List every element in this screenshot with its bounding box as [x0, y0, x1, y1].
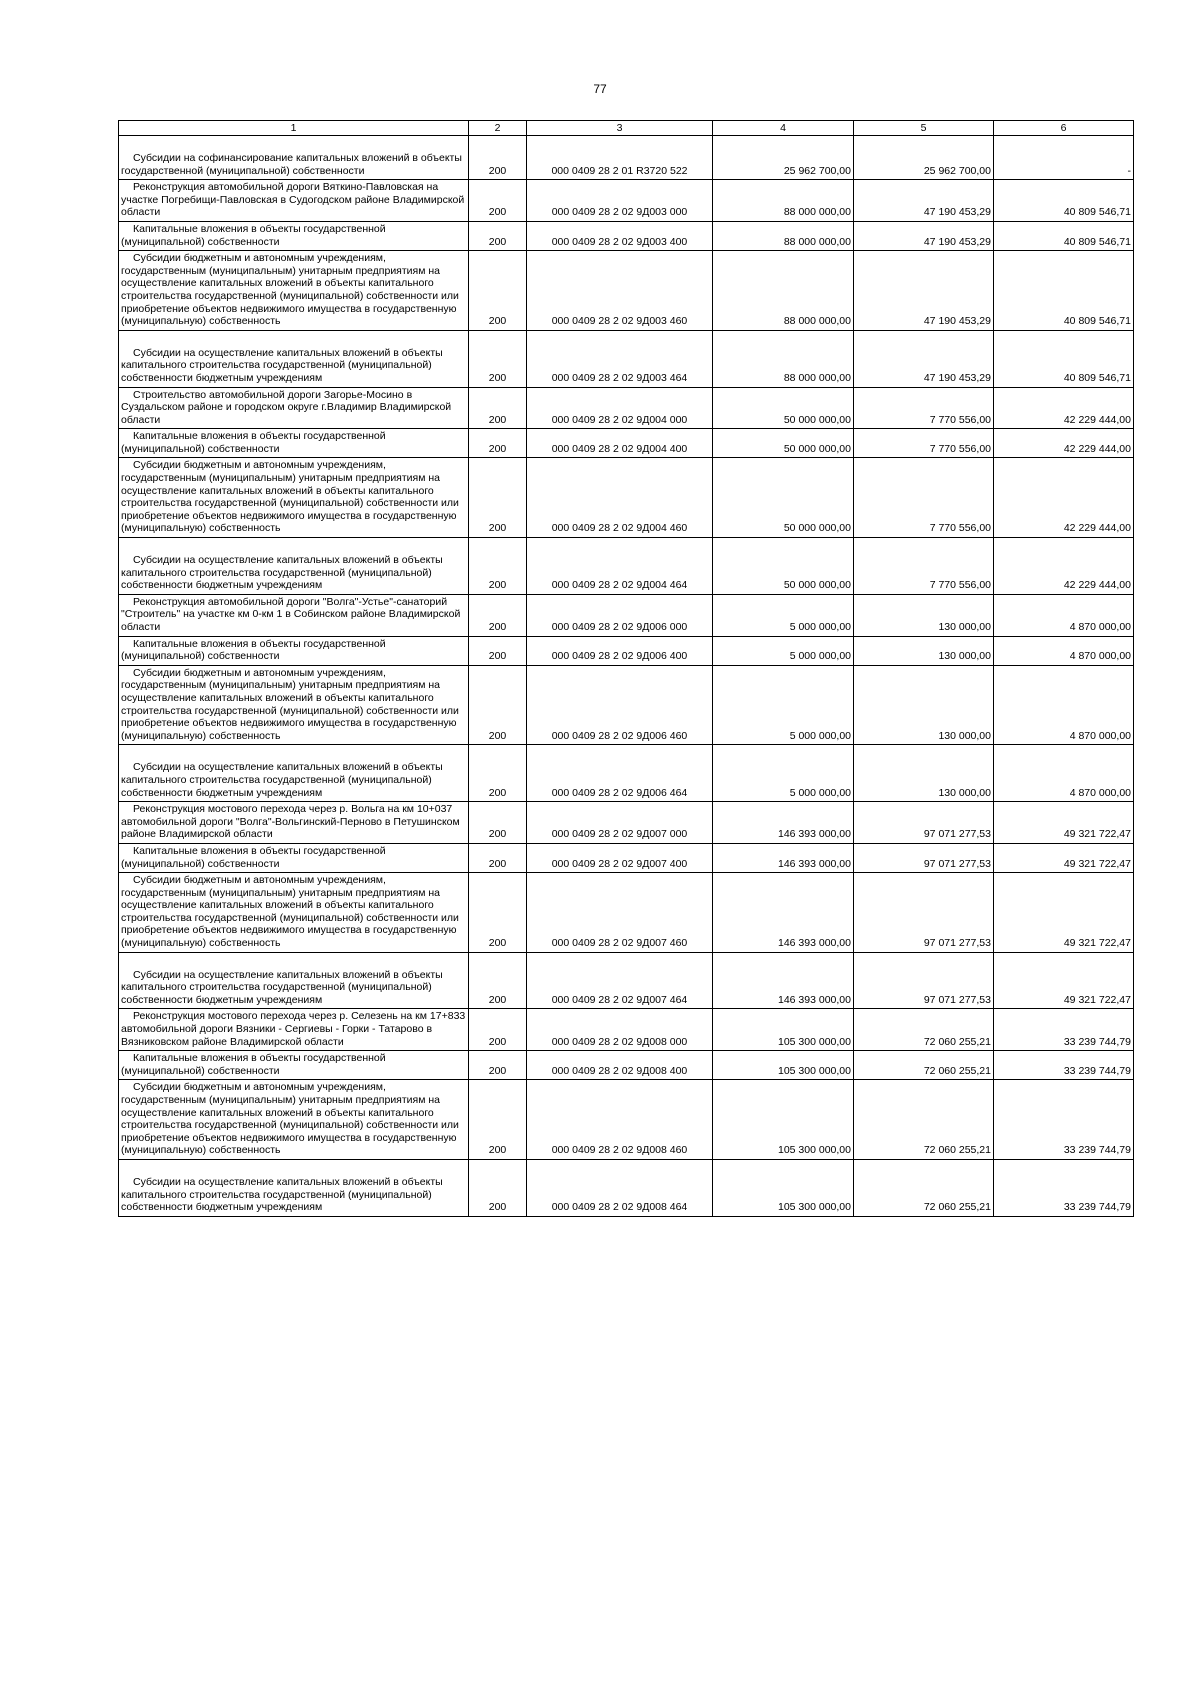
row-col4-cell: 105 300 000,00 — [713, 1051, 854, 1080]
row-col4-cell: 50 000 000,00 — [713, 538, 854, 595]
table-row — [119, 594, 1134, 636]
row-gr-cell: 200 — [469, 665, 527, 745]
row-code-cell: 000 0409 28 2 01 R3720 522 — [527, 136, 713, 180]
row-name-cell — [119, 843, 469, 872]
row-name-text: Строительство автомобильной дороги Загорье-Мосино в Суздальском районе и городском округе г.Владимир Владимирской области — [121, 388, 452, 426]
row-name-text: Капитальные вложения в объекты государственной (муниципальной) собственности — [121, 637, 386, 663]
row-name-text: Субсидии на софинансирование капитальных вложений в объекты государственной (муниципальной) собственности — [121, 152, 462, 177]
row-name-cell — [119, 251, 469, 331]
row-col5-cell: 72 060 255,21 — [854, 1009, 994, 1051]
row-name-text: Субсидии на осуществление капитальных вложений в объекты капитального строительства государственной (муниципальной) собственности бюджетным учреждениям — [121, 346, 443, 384]
row-col4-cell: 50 000 000,00 — [713, 387, 854, 429]
header-row — [119, 121, 1134, 136]
row-col6-cell: 42 229 444,00 — [994, 387, 1134, 429]
row-gr-cell: 200 — [469, 1159, 527, 1216]
row-gr-cell: 200 — [469, 745, 527, 802]
table-row — [119, 745, 1134, 802]
row-col6-cell: 49 321 722,47 — [994, 873, 1134, 953]
row-name-text: Субсидии на осуществление капитальных вложений в объекты капитального строительства государственной (муниципальной) собственности бюджетным учреждениям — [121, 968, 443, 1006]
row-name-text: Субсидии бюджетным и автономным учреждениям, государственным (муниципальным) унитарным предприятиям на осуществление капитальных вложений в объекты капитального строительства государственной (муниципальной) собственности или приобретение объектов недвижимого имущества в государственную (муниципальную) собственность — [121, 666, 459, 742]
row-col5-cell: 7 770 556,00 — [854, 458, 994, 538]
row-col5-cell: 47 190 453,29 — [854, 221, 994, 250]
row-col4-cell: 5 000 000,00 — [713, 665, 854, 745]
table-row — [119, 458, 1134, 538]
row-name-cell — [119, 873, 469, 953]
row-code-cell: 000 0409 28 2 02 9Д003 460 — [527, 251, 713, 331]
header-col-3: 3 — [527, 121, 713, 136]
row-col4-cell: 50 000 000,00 — [713, 458, 854, 538]
row-gr-cell: 200 — [469, 1051, 527, 1080]
row-name-cell — [119, 636, 469, 665]
row-col5-cell: 7 770 556,00 — [854, 429, 994, 458]
row-name-text: Реконструкция автомобильной дороги "Волга"-Устье"-санаторий "Строитель" на участке км 0-км 1 в Собинском районе Владимирской области — [121, 595, 461, 633]
row-code-cell: 000 0409 28 2 02 9Д006 000 — [527, 594, 713, 636]
row-name-text: Субсидии бюджетным и автономным учреждениям, государственным (муниципальным) унитарным предприятиям на осуществление капитальных вложений в объекты капитального строительства государственной (муниципальной) собственности или приобретение объектов недвижимого имущества в государственную (муниципальную) собственность — [121, 459, 459, 535]
row-name-text: Капитальные вложения в объекты государственной (муниципальной) собственности — [121, 222, 386, 248]
row-gr-cell: 200 — [469, 538, 527, 595]
row-col6-cell: 42 229 444,00 — [994, 429, 1134, 458]
header-col-2: 2 — [469, 121, 527, 136]
row-col5-cell: 97 071 277,53 — [854, 802, 994, 844]
row-name-text: Капитальные вложения в объекты государственной (муниципальной) собственности — [121, 1052, 386, 1077]
row-code-cell: 000 0409 28 2 02 9Д004 000 — [527, 387, 713, 429]
row-code-cell: 000 0409 28 2 02 9Д003 000 — [527, 180, 713, 222]
row-name-cell — [119, 802, 469, 844]
row-col4-cell: 146 393 000,00 — [713, 843, 854, 872]
row-code-cell: 000 0409 28 2 02 9Д004 400 — [527, 429, 713, 458]
row-name-cell — [119, 387, 469, 429]
table-row — [119, 843, 1134, 872]
row-gr-cell: 200 — [469, 873, 527, 953]
row-name-text: Реконструкция автомобильной дороги Вяткино-Павловская на участке Погребищи-Павловская в Судогодском районе Владимирской области — [121, 181, 465, 219]
row-code-cell: 000 0409 28 2 02 9Д006 400 — [527, 636, 713, 665]
row-col4-cell: 105 300 000,00 — [713, 1080, 854, 1160]
row-col6-cell: 49 321 722,47 — [994, 952, 1134, 1009]
row-col6-cell: 42 229 444,00 — [994, 538, 1134, 595]
row-name-text: Реконструкция мостового перехода через р. Селезень на км 17+833 автомобильной дороги Вязники - Сергиевы - Горки - Татарово в Вязниковском районе Владимирской области — [121, 1010, 466, 1048]
row-name-text: Субсидии бюджетным и автономным учреждениям, государственным (муниципальным) унитарным предприятиям на осуществление капитальных вложений в объекты капитального строительства государственной (муниципальной) собственности или приобретение объектов недвижимого имущества в государственную (муниципальную) собственность — [121, 1081, 459, 1157]
row-name-text: Субсидии на осуществление капитальных вложений в объекты капитального строительства государственной (муниципальной) собственности бюджетным учреждениям — [121, 554, 443, 592]
row-col6-cell: 42 229 444,00 — [994, 458, 1134, 538]
row-col5-cell: 130 000,00 — [854, 594, 994, 636]
row-name-cell — [119, 1051, 469, 1080]
header-col-1: 1 — [119, 121, 469, 136]
row-name-cell — [119, 330, 469, 387]
row-col5-cell: 47 190 453,29 — [854, 180, 994, 222]
row-name-cell — [119, 221, 469, 250]
row-col4-cell: 88 000 000,00 — [713, 251, 854, 331]
row-col4-cell: 88 000 000,00 — [713, 180, 854, 222]
row-name-text: Субсидии на осуществление капитальных вложений в объекты капитального строительства государственной (муниципальной) собственности бюджетным учреждениям — [121, 761, 443, 799]
row-gr-cell: 200 — [469, 594, 527, 636]
row-col6-cell: 33 239 744,79 — [994, 1051, 1134, 1080]
row-code-cell: 000 0409 28 2 02 9Д007 400 — [527, 843, 713, 872]
row-col6-cell: 40 809 546,71 — [994, 221, 1134, 250]
row-name-text: Реконструкция мостового перехода через р. Вольга на км 10+037 автомобильной дороги "Волга"-Вольгинский-Перново в Петушинском районе Владимирской области — [121, 803, 460, 841]
row-col5-cell: 97 071 277,53 — [854, 843, 994, 872]
row-col4-cell: 146 393 000,00 — [713, 952, 854, 1009]
row-code-cell: 000 0409 28 2 02 9Д008 400 — [527, 1051, 713, 1080]
row-name-cell — [119, 458, 469, 538]
row-col4-cell: 88 000 000,00 — [713, 330, 854, 387]
row-col5-cell: 130 000,00 — [854, 636, 994, 665]
row-col6-cell: 40 809 546,71 — [994, 330, 1134, 387]
table-row — [119, 665, 1134, 745]
row-col4-cell: 146 393 000,00 — [713, 873, 854, 953]
row-gr-cell: 200 — [469, 136, 527, 180]
table-row — [119, 952, 1134, 1009]
row-name-cell — [119, 429, 469, 458]
row-name-text: Субсидии бюджетным и автономным учреждениям, государственным (муниципальным) унитарным предприятиям на осуществление капитальных вложений в объекты капитального строительства государственной (муниципальной) собственности или приобретение объектов недвижимого имущества в государственную (муниципальную) собственность — [121, 874, 459, 950]
row-col4-cell: 50 000 000,00 — [713, 429, 854, 458]
row-col5-cell: 72 060 255,21 — [854, 1080, 994, 1160]
row-code-cell: 000 0409 28 2 02 9Д004 460 — [527, 458, 713, 538]
row-col4-cell: 5 000 000,00 — [713, 594, 854, 636]
row-col6-cell: 33 239 744,79 — [994, 1159, 1134, 1216]
row-gr-cell: 200 — [469, 1009, 527, 1051]
row-col5-cell: 97 071 277,53 — [854, 873, 994, 953]
table-row — [119, 873, 1134, 953]
row-code-cell: 000 0409 28 2 02 9Д007 000 — [527, 802, 713, 844]
row-col4-cell: 5 000 000,00 — [713, 745, 854, 802]
row-col6-cell: 40 809 546,71 — [994, 251, 1134, 331]
row-code-cell: 000 0409 28 2 02 9Д007 464 — [527, 952, 713, 1009]
row-code-cell: 000 0409 28 2 02 9Д004 464 — [527, 538, 713, 595]
row-col5-cell: 7 770 556,00 — [854, 538, 994, 595]
row-name-text: Субсидии на осуществление капитальных вложений в объекты капитального строительства государственной (муниципальной) собственности бюджетным учреждениям — [121, 1175, 443, 1214]
row-code-cell: 000 0409 28 2 02 9Д007 460 — [527, 873, 713, 953]
table-body — [119, 136, 1134, 1217]
table-row — [119, 251, 1134, 331]
row-col6-cell: - — [994, 136, 1134, 180]
row-col6-cell: 4 870 000,00 — [994, 665, 1134, 745]
row-code-cell: 000 0409 28 2 02 9Д003 400 — [527, 221, 713, 250]
table-row — [119, 387, 1134, 429]
header-col-6: 6 — [994, 121, 1134, 136]
row-col4-cell: 88 000 000,00 — [713, 221, 854, 250]
row-col6-cell: 4 870 000,00 — [994, 594, 1134, 636]
row-name-cell — [119, 136, 469, 180]
row-name-cell — [119, 1080, 469, 1160]
row-name-cell — [119, 1159, 469, 1216]
table-row — [119, 1051, 1134, 1080]
row-col6-cell: 4 870 000,00 — [994, 636, 1134, 665]
table-row — [119, 429, 1134, 458]
row-col6-cell: 33 239 744,79 — [994, 1080, 1134, 1160]
row-code-cell: 000 0409 28 2 02 9Д008 460 — [527, 1080, 713, 1160]
row-col5-cell: 47 190 453,29 — [854, 251, 994, 331]
row-col5-cell: 130 000,00 — [854, 745, 994, 802]
row-name-text: Капитальные вложения в объекты государственной (муниципальной) собственности — [121, 430, 386, 455]
table-row — [119, 180, 1134, 222]
table-row — [119, 802, 1134, 844]
row-gr-cell: 200 — [469, 843, 527, 872]
table-row — [119, 1009, 1134, 1051]
row-gr-cell: 200 — [469, 1080, 527, 1160]
row-name-text: Субсидии бюджетным и автономным учреждениям, государственным (муниципальным) унитарным предприятиям на осуществление капитальных вложений в объекты капитального строительства государственной (муниципальной) собственности или приобретение объектов недвижимого имущества в государственную (муниципальную) собственность — [121, 252, 459, 328]
row-name-cell — [119, 665, 469, 745]
row-col6-cell: 49 321 722,47 — [994, 843, 1134, 872]
row-gr-cell: 200 — [469, 802, 527, 844]
row-code-cell: 000 0409 28 2 02 9Д003 464 — [527, 330, 713, 387]
row-col6-cell: 40 809 546,71 — [994, 180, 1134, 222]
row-gr-cell: 200 — [469, 330, 527, 387]
row-name-text: Капитальные вложения в объекты государственной (муниципальной) собственности — [121, 844, 386, 870]
row-col5-cell: 72 060 255,21 — [854, 1051, 994, 1080]
budget-table — [118, 120, 1134, 1217]
header-col-5: 5 — [854, 121, 994, 136]
row-col5-cell: 97 071 277,53 — [854, 952, 994, 1009]
row-gr-cell: 200 — [469, 458, 527, 538]
row-col5-cell: 130 000,00 — [854, 665, 994, 745]
row-gr-cell: 200 — [469, 251, 527, 331]
row-name-cell — [119, 538, 469, 595]
row-col4-cell: 105 300 000,00 — [713, 1159, 854, 1216]
row-col5-cell: 7 770 556,00 — [854, 387, 994, 429]
row-name-cell — [119, 745, 469, 802]
table-row — [119, 538, 1134, 595]
row-col4-cell: 105 300 000,00 — [713, 1009, 854, 1051]
row-col5-cell: 25 962 700,00 — [854, 136, 994, 180]
row-gr-cell: 200 — [469, 387, 527, 429]
row-col4-cell: 5 000 000,00 — [713, 636, 854, 665]
table-row — [119, 330, 1134, 387]
table-row — [119, 136, 1134, 180]
table-row — [119, 1080, 1134, 1160]
row-name-cell — [119, 1009, 469, 1051]
page-number: 77 — [593, 82, 607, 96]
row-col5-cell: 72 060 255,21 — [854, 1159, 994, 1216]
header-col-4: 4 — [713, 121, 854, 136]
row-code-cell: 000 0409 28 2 02 9Д008 000 — [527, 1009, 713, 1051]
row-code-cell: 000 0409 28 2 02 9Д006 464 — [527, 745, 713, 802]
row-col4-cell: 146 393 000,00 — [713, 802, 854, 844]
row-gr-cell: 200 — [469, 429, 527, 458]
row-gr-cell: 200 — [469, 221, 527, 250]
row-gr-cell: 200 — [469, 636, 527, 665]
table-row — [119, 636, 1134, 665]
row-name-cell — [119, 180, 469, 222]
row-col6-cell: 33 239 744,79 — [994, 1009, 1134, 1051]
table-row — [119, 221, 1134, 250]
row-name-cell — [119, 594, 469, 636]
row-col6-cell: 4 870 000,00 — [994, 745, 1134, 802]
row-gr-cell: 200 — [469, 952, 527, 1009]
row-name-cell — [119, 952, 469, 1009]
row-col6-cell: 49 321 722,47 — [994, 802, 1134, 844]
row-col5-cell: 47 190 453,29 — [854, 330, 994, 387]
row-code-cell: 000 0409 28 2 02 9Д008 464 — [527, 1159, 713, 1216]
table-row — [119, 1159, 1134, 1216]
row-code-cell: 000 0409 28 2 02 9Д006 460 — [527, 665, 713, 745]
row-gr-cell: 200 — [469, 180, 527, 222]
row-col4-cell: 25 962 700,00 — [713, 136, 854, 180]
